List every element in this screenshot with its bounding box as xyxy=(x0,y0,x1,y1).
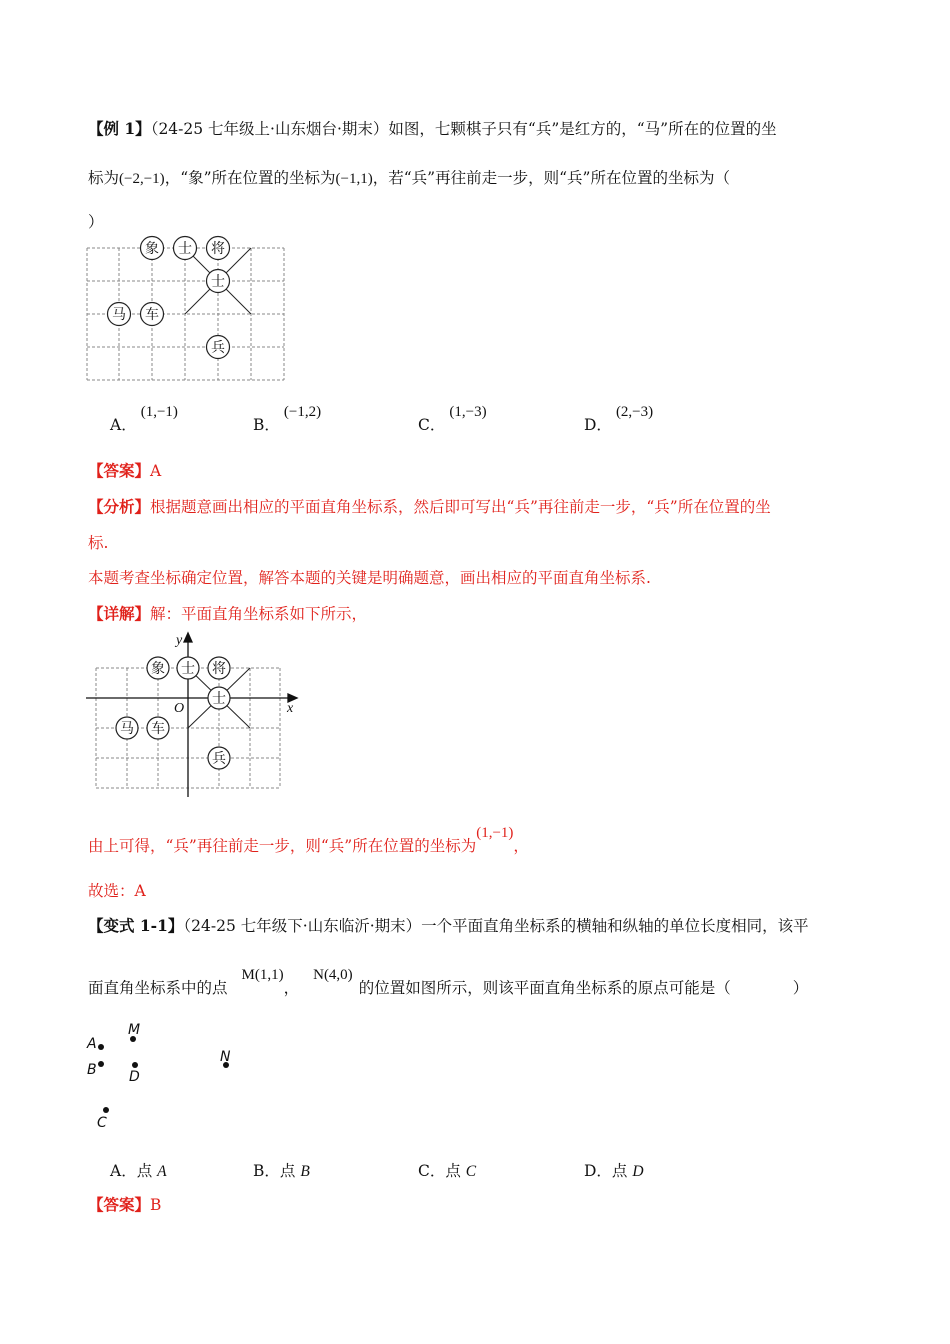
var1-option-c[interactable] xyxy=(418,1159,476,1181)
option-value: (2,−3) xyxy=(615,404,654,420)
var1-question-line2 xyxy=(88,967,809,999)
ex1-analysis-line2: 标. xyxy=(88,534,109,552)
answer-tag: 【答案】 xyxy=(88,1195,151,1214)
ex1-text2b: ，“象”所在位置的坐标为 xyxy=(164,169,336,187)
option-letter: D．点 xyxy=(584,1162,633,1180)
label-b: B xyxy=(87,1062,97,1078)
ex1-detail-line1 xyxy=(88,604,367,624)
option-value: A xyxy=(157,1163,167,1180)
option-letter: A． xyxy=(110,416,137,434)
ex1-option-a[interactable] xyxy=(110,404,178,435)
ex1-tag: 【例 1】 xyxy=(88,119,151,138)
ma-coord: (−2,−1) xyxy=(119,171,165,187)
m-coord: M(1,1) xyxy=(241,967,284,983)
option-value: B xyxy=(300,1163,310,1180)
points-figure xyxy=(84,1016,254,1136)
var1-comma: ， xyxy=(283,979,300,997)
piece-xiang: 象 xyxy=(151,661,165,677)
var1-answer xyxy=(88,1195,161,1215)
detail-tag: 【详解】 xyxy=(88,604,151,623)
var1-option-a[interactable] xyxy=(110,1159,167,1181)
analysis-tag: 【分析】 xyxy=(88,497,151,516)
answer-value: B xyxy=(150,1196,162,1214)
piece-shi-1: 士 xyxy=(178,241,192,257)
chess-board-figure xyxy=(84,234,290,384)
option-letter: B． xyxy=(253,416,280,434)
var1-text1: 一个平面直角坐标系的横轴和纵轴的单位长度相同，该平 xyxy=(421,917,809,935)
ex1-option-d[interactable] xyxy=(584,404,654,435)
ex1-text2c: ，若“兵”再往前走一步，则“兵”所在位置的坐标为（ xyxy=(372,169,730,187)
ex1-source: （24-25 七年级上·山东烟台·期末） xyxy=(150,120,389,138)
chess-coordinate-figure xyxy=(84,630,310,800)
piece-shi-2: 士 xyxy=(212,691,226,707)
answer-tag: 【答案】 xyxy=(88,461,151,480)
ex1-option-c[interactable] xyxy=(418,404,487,435)
ex1-question-line2 xyxy=(88,168,730,189)
y-axis-arrow xyxy=(184,633,192,642)
piece-che: 车 xyxy=(151,721,165,737)
ex1-text1: 如图，七颗棋子只有“兵”是红方的，“马”所在的位置的坐 xyxy=(388,120,777,138)
ex1-question-line3: ） xyxy=(88,213,104,231)
option-letter: A．点 xyxy=(110,1162,158,1180)
option-letter: C．点 xyxy=(418,1162,466,1180)
piece-ma: 马 xyxy=(120,721,134,737)
var1-text2b: 的位置如图所示，则该平面直角坐标系的原点可能是（ ） xyxy=(358,979,809,997)
xiang-coord: (−1,1) xyxy=(335,171,373,187)
analysis-text: 根据题意画出相应的平面直角坐标系，然后即可写出“兵”再往前走一步，“兵”所在位置的坐 xyxy=(150,498,771,516)
label-m: M xyxy=(128,1022,141,1038)
ex1-conclusion xyxy=(88,825,529,857)
conclusion-coord: (1,−1) xyxy=(476,825,514,841)
piece-bing: 兵 xyxy=(211,340,225,356)
point-d xyxy=(132,1062,138,1068)
var1-option-b[interactable] xyxy=(253,1159,310,1181)
ex1-question-line1 xyxy=(88,119,777,139)
option-letter: B．点 xyxy=(253,1162,301,1180)
point-c xyxy=(103,1107,109,1113)
var1-text2a: 面直角坐标系中的点 xyxy=(88,979,228,997)
var1-question-line1 xyxy=(88,916,809,936)
option-value: (1,−1) xyxy=(140,404,178,420)
ex1-answer xyxy=(88,461,161,481)
ex1-analysis-line1 xyxy=(88,497,771,517)
y-axis-label: y xyxy=(176,633,183,648)
piece-che: 车 xyxy=(145,307,159,323)
option-value: C xyxy=(465,1163,477,1180)
option-value: (−1,2) xyxy=(283,404,322,420)
piece-shi-1: 士 xyxy=(181,661,195,677)
answer-value: A xyxy=(150,462,162,480)
x-axis-label: x xyxy=(287,701,294,716)
piece-xiang: 象 xyxy=(145,241,159,257)
n-coord: N(4,0) xyxy=(313,967,353,983)
ex1-choose: 故选：A xyxy=(88,882,146,900)
label-d: D xyxy=(129,1069,140,1085)
origin-label: O xyxy=(174,701,185,716)
option-letter: D． xyxy=(584,416,612,434)
piece-jiang: 将 xyxy=(212,661,226,677)
label-c: C xyxy=(97,1115,107,1131)
label-a: A xyxy=(87,1036,97,1052)
option-value: (1,−3) xyxy=(449,404,487,420)
conclusion-text: 由上可得，“兵”再往前走一步，则“兵”所在位置的坐标为 xyxy=(88,837,477,855)
ex1-text2a: 标为 xyxy=(88,169,120,187)
label-n: N xyxy=(220,1049,231,1065)
piece-ma: 马 xyxy=(112,307,126,323)
var1-tag: 【变式 1-1】 xyxy=(88,916,184,935)
piece-bing: 兵 xyxy=(212,751,226,767)
ex1-option-b[interactable] xyxy=(253,404,322,435)
piece-jiang: 将 xyxy=(211,241,225,257)
var1-source: （24-25 七年级下·山东临沂·期末） xyxy=(183,917,422,935)
var1-option-d[interactable] xyxy=(584,1159,644,1181)
point-a xyxy=(98,1044,104,1050)
conclusion-comma: ， xyxy=(513,837,529,855)
point-b xyxy=(98,1061,104,1067)
piece-shi-2: 士 xyxy=(211,274,225,290)
ex1-analysis-line3: 本题考查坐标确定位置，解答本题的关键是明确题意，画出相应的平面直角坐标系. xyxy=(88,569,651,587)
option-letter: C． xyxy=(418,416,446,434)
option-value: D xyxy=(632,1163,644,1180)
detail-text: 解：平面直角坐标系如下所示， xyxy=(150,605,368,623)
